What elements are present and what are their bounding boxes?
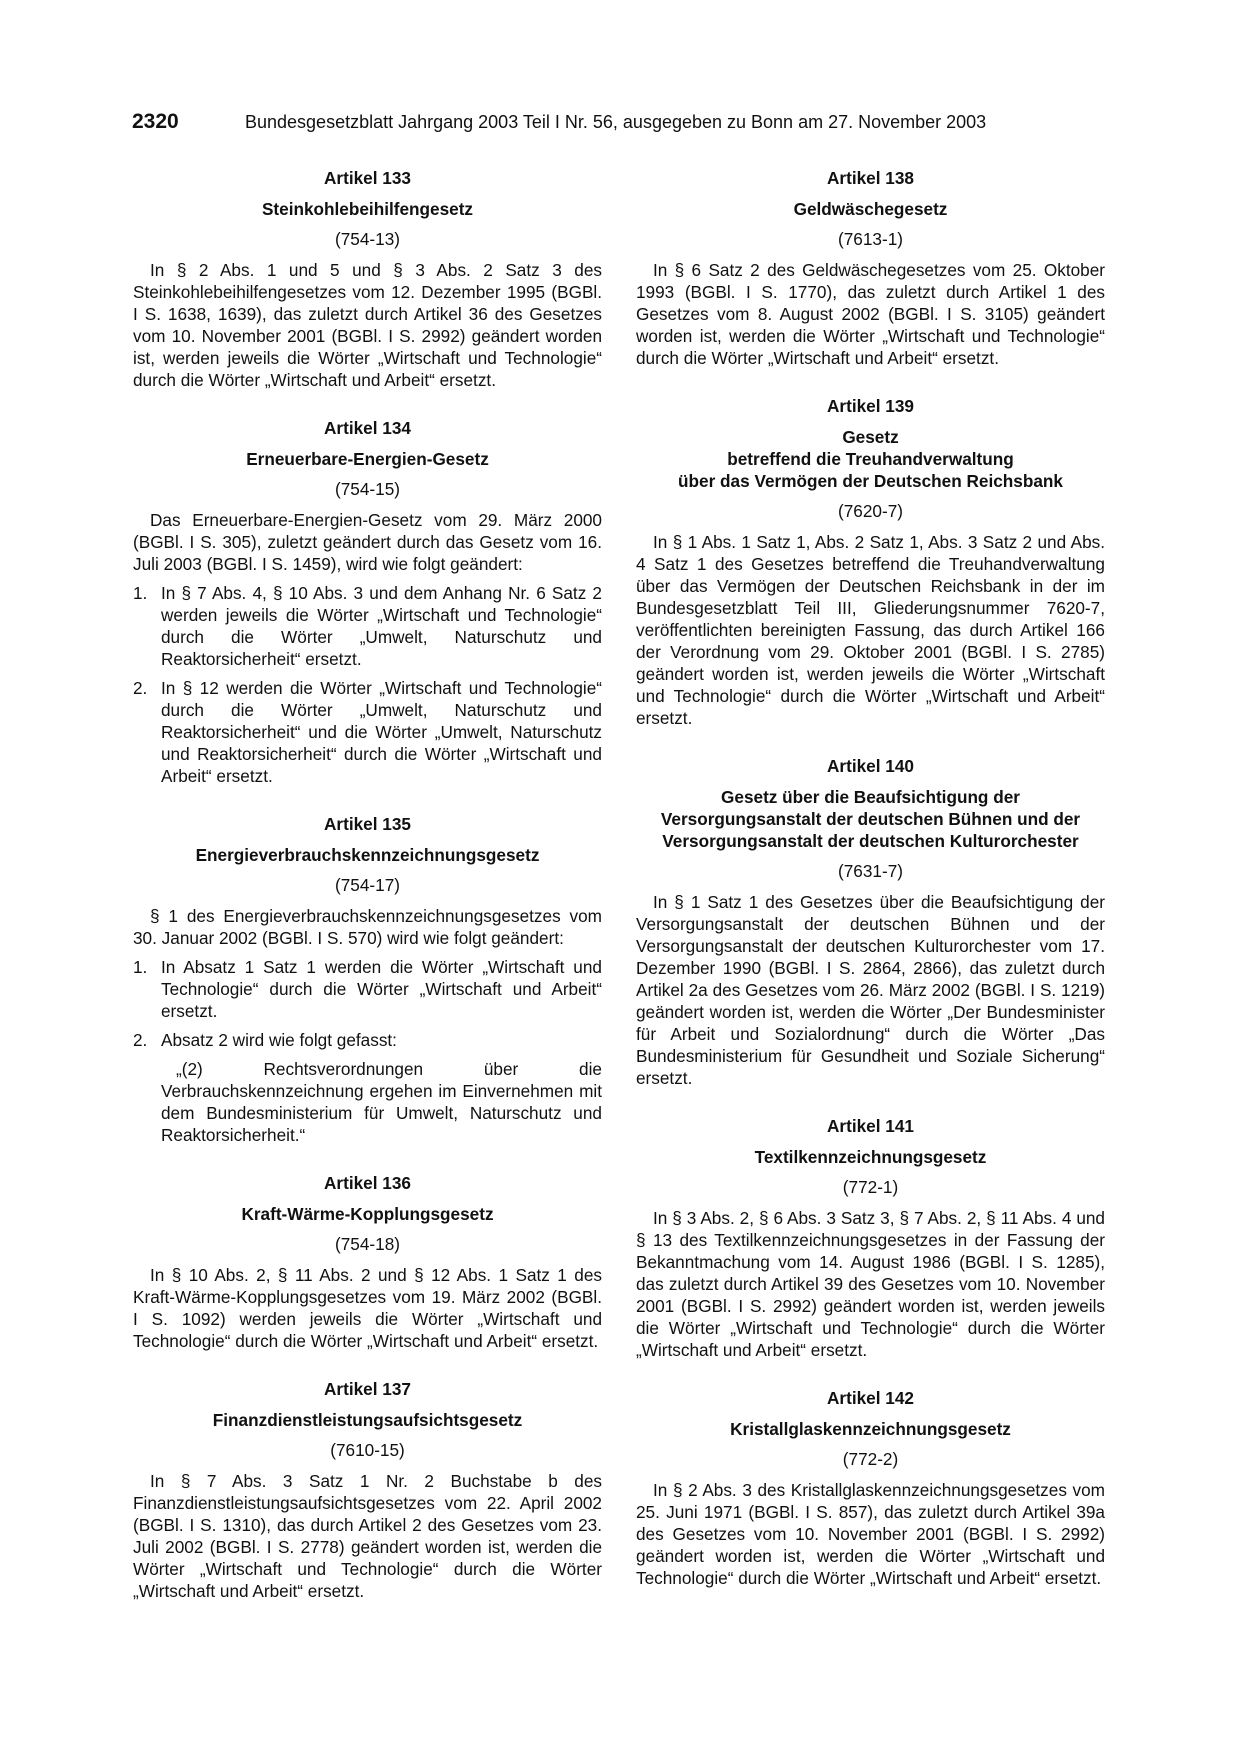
law-name-line: Versorgungsanstalt der deutschen Kulturorchester	[662, 831, 1079, 851]
article-title: Artikel 133	[324, 168, 411, 188]
article-title: Artikel 139	[827, 396, 914, 416]
article-title: Artikel 140	[827, 756, 914, 776]
law-name-line: Versorgungsanstalt der deutschen Bühnen und der	[660, 809, 1081, 829]
classification-code: (754-15)	[335, 479, 400, 499]
list-item	[133, 1029, 602, 1051]
law-name-line: Finanzdienstleistungsaufsichtsgesetz	[212, 1410, 523, 1430]
law-name-line: Erneuerbare-Energien-Gesetz	[246, 449, 489, 469]
article-section	[133, 1172, 602, 1352]
quoted-text: „(2) Rechtsverordnungen über die Verbrauchskennzeichnung ergehen im Einvernehmen mit dem Bundesministerium für Umwelt, Naturschutz und Reaktorsicherheit.“	[161, 1059, 602, 1145]
right-column	[636, 167, 1105, 1615]
list-text: Absatz 2 wird wie folgt gefasst:	[161, 1030, 397, 1050]
classification-code: (7620-7)	[838, 501, 903, 521]
classification-code: (754-17)	[335, 875, 400, 895]
article-body: In § 10 Abs. 2, § 11 Abs. 2 und § 12 Abs. 1 Satz 1 des Kraft-Wärme-Kopplungsgesetzes vom 19. März 2002 (BGBl. I S. 1092) werden jeweils die Wörter „Wirtschaft und Technologie“ durch die Wörter „Wirtschaft und Arbeit“ ersetzt.	[133, 1265, 602, 1351]
classification-code: (7613-1)	[838, 229, 903, 249]
left-column	[133, 167, 602, 1628]
article-body: In § 2 Abs. 3 des Kristallglaskennzeichnungsgesetzes vom 25. Juni 1971 (BGBl. I S. 857), das zuletzt durch Artikel 39a des Gesetzes vom 10. November 2001 (BGBl. I S. 2992) geändert worden ist, werden die Wörter „Wirtschaft und Technologie“ durch die Wörter „Wirtschaft und Arbeit“ ersetzt.	[636, 1480, 1105, 1588]
law-name-line: Textilkennzeichnungsgesetz	[754, 1147, 987, 1167]
article-title: Artikel 142	[827, 1388, 914, 1408]
article-title: Artikel 137	[324, 1379, 411, 1399]
law-name	[636, 426, 1105, 492]
law-name-line: Steinkohlebeihilfengesetz	[261, 199, 474, 219]
law-name	[636, 786, 1105, 852]
article-section	[133, 167, 602, 391]
law-name	[133, 448, 602, 470]
article-section	[636, 1387, 1105, 1589]
article-title: Artikel 135	[324, 814, 411, 834]
classification-code: (772-1)	[842, 1177, 899, 1197]
article-section	[636, 395, 1105, 729]
article-body: In § 6 Satz 2 des Geldwäschegesetzes vom 25. Oktober 1993 (BGBl. I S. 1770), das zuletzt durch Artikel 1 des Gesetzes vom 8. August 2002 (BGBl. I S. 3105) geändert worden ist, werden die Wörter „Wirtschaft und Technologie“ durch die Wörter „Wirtschaft und Arbeit“ ersetzt.	[636, 260, 1105, 368]
list-item	[133, 582, 602, 670]
article-title: Artikel 141	[827, 1116, 914, 1136]
article-body: In § 3 Abs. 2, § 6 Abs. 3 Satz 3, § 7 Abs. 2, § 11 Abs. 4 und § 13 des Textilkennzeichnungsgesetzes in der Fassung der Bekanntmachung vom 14. August 1986 (BGBl. I S. 1285), das zuletzt durch Artikel 39 des Gesetzes vom 10. November 2001 (BGBl. I S. 2992) geändert worden ist, werden jeweils die Wörter „Wirtschaft und Technologie“ durch die Wörter „Wirtschaft und Arbeit“ ersetzt.	[636, 1208, 1105, 1360]
list-text: In § 12 werden die Wörter „Wirtschaft und Technologie“ durch die Wörter „Umwelt, Naturschutz und Reaktorsicherheit“ und die Wörter „Umwelt, Naturschutz und Reaktorsicherheit“ durch die Wörter „Wirtschaft und Arbeit“ ersetzt.	[161, 678, 602, 786]
article-title: Artikel 134	[324, 418, 411, 438]
article-section	[636, 1115, 1105, 1361]
law-name-line: Gesetz	[842, 427, 899, 447]
classification-code: (754-18)	[335, 1234, 400, 1254]
classification-code: (772-2)	[842, 1449, 899, 1469]
article-section	[133, 417, 602, 787]
law-name	[133, 1409, 602, 1431]
law-name-line: Geldwäschegesetz	[793, 199, 948, 219]
article-title: Artikel 138	[827, 168, 914, 188]
page-number: 2320	[132, 110, 179, 133]
law-name	[133, 1203, 602, 1225]
law-name-line: Kraft-Wärme-Kopplungsgesetz	[241, 1204, 494, 1224]
classification-code: (754-13)	[335, 229, 400, 249]
law-name-line: Kristallglaskennzeichnungsgesetz	[730, 1419, 1011, 1439]
law-name-line: über das Vermögen der Deutschen Reichsbank	[678, 471, 1063, 491]
law-name-line: betreffend die Treuhandverwaltung	[727, 449, 1014, 469]
list-number: 1.	[133, 583, 148, 603]
list-text: In § 7 Abs. 4, § 10 Abs. 3 und dem Anhang Nr. 6 Satz 2 werden jeweils die Wörter „Wirtschaft und Technologie“ durch die Wörter „Umwelt, Naturschutz und Reaktorsicherheit“ ersetzt.	[161, 583, 602, 669]
article-section	[133, 813, 602, 1146]
classification-code: (7631-7)	[838, 861, 903, 881]
law-name	[133, 844, 602, 866]
law-name-line: Energieverbrauchskennzeichnungsgesetz	[195, 845, 540, 865]
article-body: In § 1 Satz 1 des Gesetzes über die Beaufsichtigung der Versorgungsanstalt der deutschen Bühnen und der Versorgungsanstalt der deutschen Kulturorchester vom 17. Dezember 1990 (BGBl. I S. 2864, 2866), das zuletzt durch Artikel 2a des Gesetzes vom 26. März 2002 (BGBl. I S. 1219) geändert worden ist, werden die Wörter „Der Bundesminister für Arbeit und Sozialordnung“ durch die Wörter „Das Bundesministerium für Gesundheit und Soziale Sicherung“ ersetzt.	[636, 892, 1105, 1088]
article-body: In § 2 Abs. 1 und 5 und § 3 Abs. 2 Satz 3 des Steinkohlebeihilfengesetzes vom 12. Dezember 1995 (BGBl. I S. 1638, 1639), das zuletzt durch Artikel 36 des Gesetzes vom 10. November 2001 (BGBl. I S. 2992) geändert worden ist, werden jeweils die Wörter „Wirtschaft und Technologie“ durch die Wörter „Wirtschaft und Arbeit“ ersetzt.	[133, 260, 602, 390]
list-number: 1.	[133, 957, 148, 977]
article-title: Artikel 136	[324, 1173, 411, 1193]
law-name	[636, 1418, 1105, 1440]
article-section	[636, 755, 1105, 1089]
page-header-text: Bundesgesetzblatt Jahrgang 2003 Teil I Nr. 56, ausgegeben zu Bonn am 27. November 2003	[245, 112, 987, 132]
article-body: Das Erneuerbare-Energien-Gesetz vom 29. März 2000 (BGBl. I S. 305), zuletzt geändert durch das Gesetz vom 16. Juli 2003 (BGBl. I S. 1459), wird wie folgt geändert:	[133, 510, 602, 574]
law-name	[636, 198, 1105, 220]
list-item	[133, 956, 602, 1022]
list-item	[133, 677, 602, 787]
list-text: In Absatz 1 Satz 1 werden die Wörter „Wirtschaft und Technologie“ durch die Wörter „Wirtschaft und Arbeit“ ersetzt.	[161, 957, 602, 1021]
list-number: 2.	[133, 678, 148, 698]
law-name	[636, 1146, 1105, 1168]
article-body: In § 1 Abs. 1 Satz 1, Abs. 2 Satz 1, Abs. 3 Satz 2 und Abs. 4 Satz 1 des Gesetzes betreffend die Treuhandverwaltung über das Vermögen der Deutschen Reichsbank in der im Bundesgesetzblatt Teil III, Gliederungsnummer 7620-7, veröffentlichten bereinigten Fassung, das durch Artikel 166 der Verordnung vom 29. Oktober 2001 (BGBl. I S. 2785) geändert worden ist, werden jeweils die Wörter „Wirtschaft und Technologie“ durch die Wörter „Wirtschaft und Arbeit“ ersetzt.	[636, 532, 1105, 728]
article-section	[133, 1378, 602, 1602]
classification-code: (7610-15)	[330, 1440, 405, 1460]
list-number: 2.	[133, 1030, 148, 1050]
page-header	[132, 110, 1112, 138]
article-body: § 1 des Energieverbrauchskennzeichnungsgesetzes vom 30. Januar 2002 (BGBl. I S. 570) wird wie folgt geändert:	[133, 906, 602, 948]
law-name	[133, 198, 602, 220]
law-name-line: Gesetz über die Beaufsichtigung der	[721, 787, 1020, 807]
article-section	[636, 167, 1105, 369]
article-body: In § 7 Abs. 3 Satz 1 Nr. 2 Buchstabe b des Finanzdienstleistungsaufsichtsgesetzes vom 22. April 2002 (BGBl. I S. 1310), das durch Artikel 2 des Gesetzes vom 23. Juli 2002 (BGBl. I S. 2778) geändert worden ist, werden die Wörter „Wirtschaft und Technologie“ durch die Wörter „Wirtschaft und Arbeit“ ersetzt.	[133, 1471, 602, 1601]
